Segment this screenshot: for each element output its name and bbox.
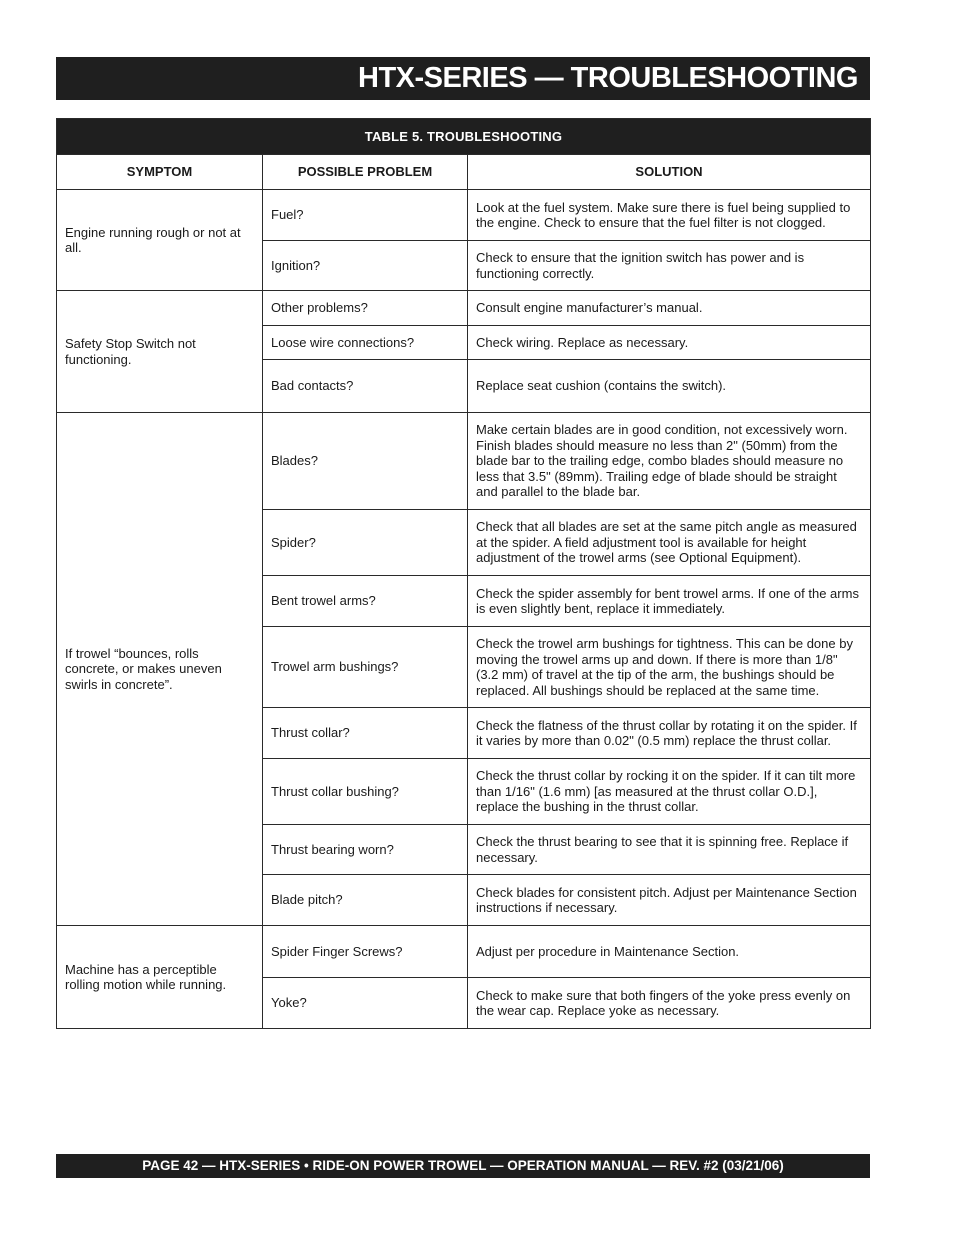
symptom-cell: Safety Stop Switch not functioning. [57, 291, 263, 413]
problem-cell: Other problems? [263, 291, 468, 326]
table-row [57, 190, 871, 241]
solution-cell: Look at the fuel system. Make sure there is fuel being supplied to the engine. Check to ensure that the fuel filter is not clogged. [468, 190, 871, 241]
page-title: HTX-SERIES — TROUBLESHOOTING [56, 57, 870, 100]
problem-cell: Spider Finger Screws? [263, 926, 468, 978]
solution-cell: Check to ensure that the ignition switch has power and is functioning correctly. [468, 241, 871, 291]
solution-cell: Check blades for consistent pitch. Adjust per Maintenance Section instructions if necessary. [468, 875, 871, 926]
solution-cell: Check that all blades are set at the same pitch angle as measured at the spider. A field adjustment tool is available for height adjustment of the trowel arms (see Optional Equipment). [468, 510, 871, 576]
problem-cell: Thrust bearing worn? [263, 825, 468, 875]
solution-cell: Check wiring. Replace as necessary. [468, 326, 871, 360]
solution-cell: Check the thrust bearing to see that it is spinning free. Replace if necessary. [468, 825, 871, 875]
problem-cell: Spider? [263, 510, 468, 576]
table-row [57, 413, 871, 510]
problem-cell: Blades? [263, 413, 468, 510]
problem-cell: Ignition? [263, 241, 468, 291]
problem-cell: Yoke? [263, 978, 468, 1029]
problem-cell: Thrust collar bushing? [263, 759, 468, 825]
header-symptom: SYMPTOM [57, 155, 263, 190]
table-row [57, 926, 871, 978]
solution-cell: Check the thrust collar by rocking it on the spider. If it can tilt more than 1/16" (1.6 mm) [as measured at the thrust collar O.D.], replace the bushing in the thrust collar. [468, 759, 871, 825]
problem-cell: Thrust collar? [263, 708, 468, 759]
header-solution: SOLUTION [468, 155, 871, 190]
problem-cell: Bent trowel arms? [263, 576, 468, 627]
symptom-cell: If trowel “bounces, rolls concrete, or makes uneven swirls in concrete”. [57, 413, 263, 926]
table-row [57, 291, 871, 326]
problem-cell: Fuel? [263, 190, 468, 241]
problem-cell: Loose wire connections? [263, 326, 468, 360]
solution-cell: Check the spider assembly for bent trowel arms. If one of the arms is even slightly bent, replace it immediately. [468, 576, 871, 627]
problem-cell: Bad contacts? [263, 360, 468, 413]
symptom-cell: Machine has a perceptible rolling motion while running. [57, 926, 263, 1029]
solution-cell: Replace seat cushion (contains the switch). [468, 360, 871, 413]
solution-cell: Check to make sure that both fingers of the yoke press evenly on the wear cap. Replace yoke as necessary. [468, 978, 871, 1029]
solution-cell: Check the trowel arm bushings for tightness. This can be done by moving the trowel arms up and down. If there is more than 1/8" (3.2 mm) of travel at the tip of the arm, the bushings should be replaced. All bushings should be replaced at the same time. [468, 627, 871, 708]
solution-cell: Check the flatness of the thrust collar by rotating it on the spider. If it varies by more than 0.02" (0.5 mm) replace the thrust collar. [468, 708, 871, 759]
header-possible-problem: POSSIBLE PROBLEM [263, 155, 468, 190]
symptom-cell: Engine running rough or not at all. [57, 190, 263, 291]
page-footer: PAGE 42 — HTX-SERIES • RIDE-ON POWER TROWEL — OPERATION MANUAL — REV. #2 (03/21/06) [56, 1154, 870, 1178]
table-caption: TABLE 5. TROUBLESHOOTING [57, 119, 871, 155]
solution-cell: Adjust per procedure in Maintenance Section. [468, 926, 871, 978]
solution-cell: Make certain blades are in good condition, not excessively worn. Finish blades should measure no less than 2" (50mm) from the blade bar to the trailing edge, combo blades should measure no less that 3.5" (89mm). Trailing edge of blade should be straight and parallel to the blade bar. [468, 413, 871, 510]
troubleshooting-table [56, 118, 871, 1029]
problem-cell: Trowel arm bushings? [263, 627, 468, 708]
solution-cell: Consult engine manufacturer’s manual. [468, 291, 871, 326]
problem-cell: Blade pitch? [263, 875, 468, 926]
